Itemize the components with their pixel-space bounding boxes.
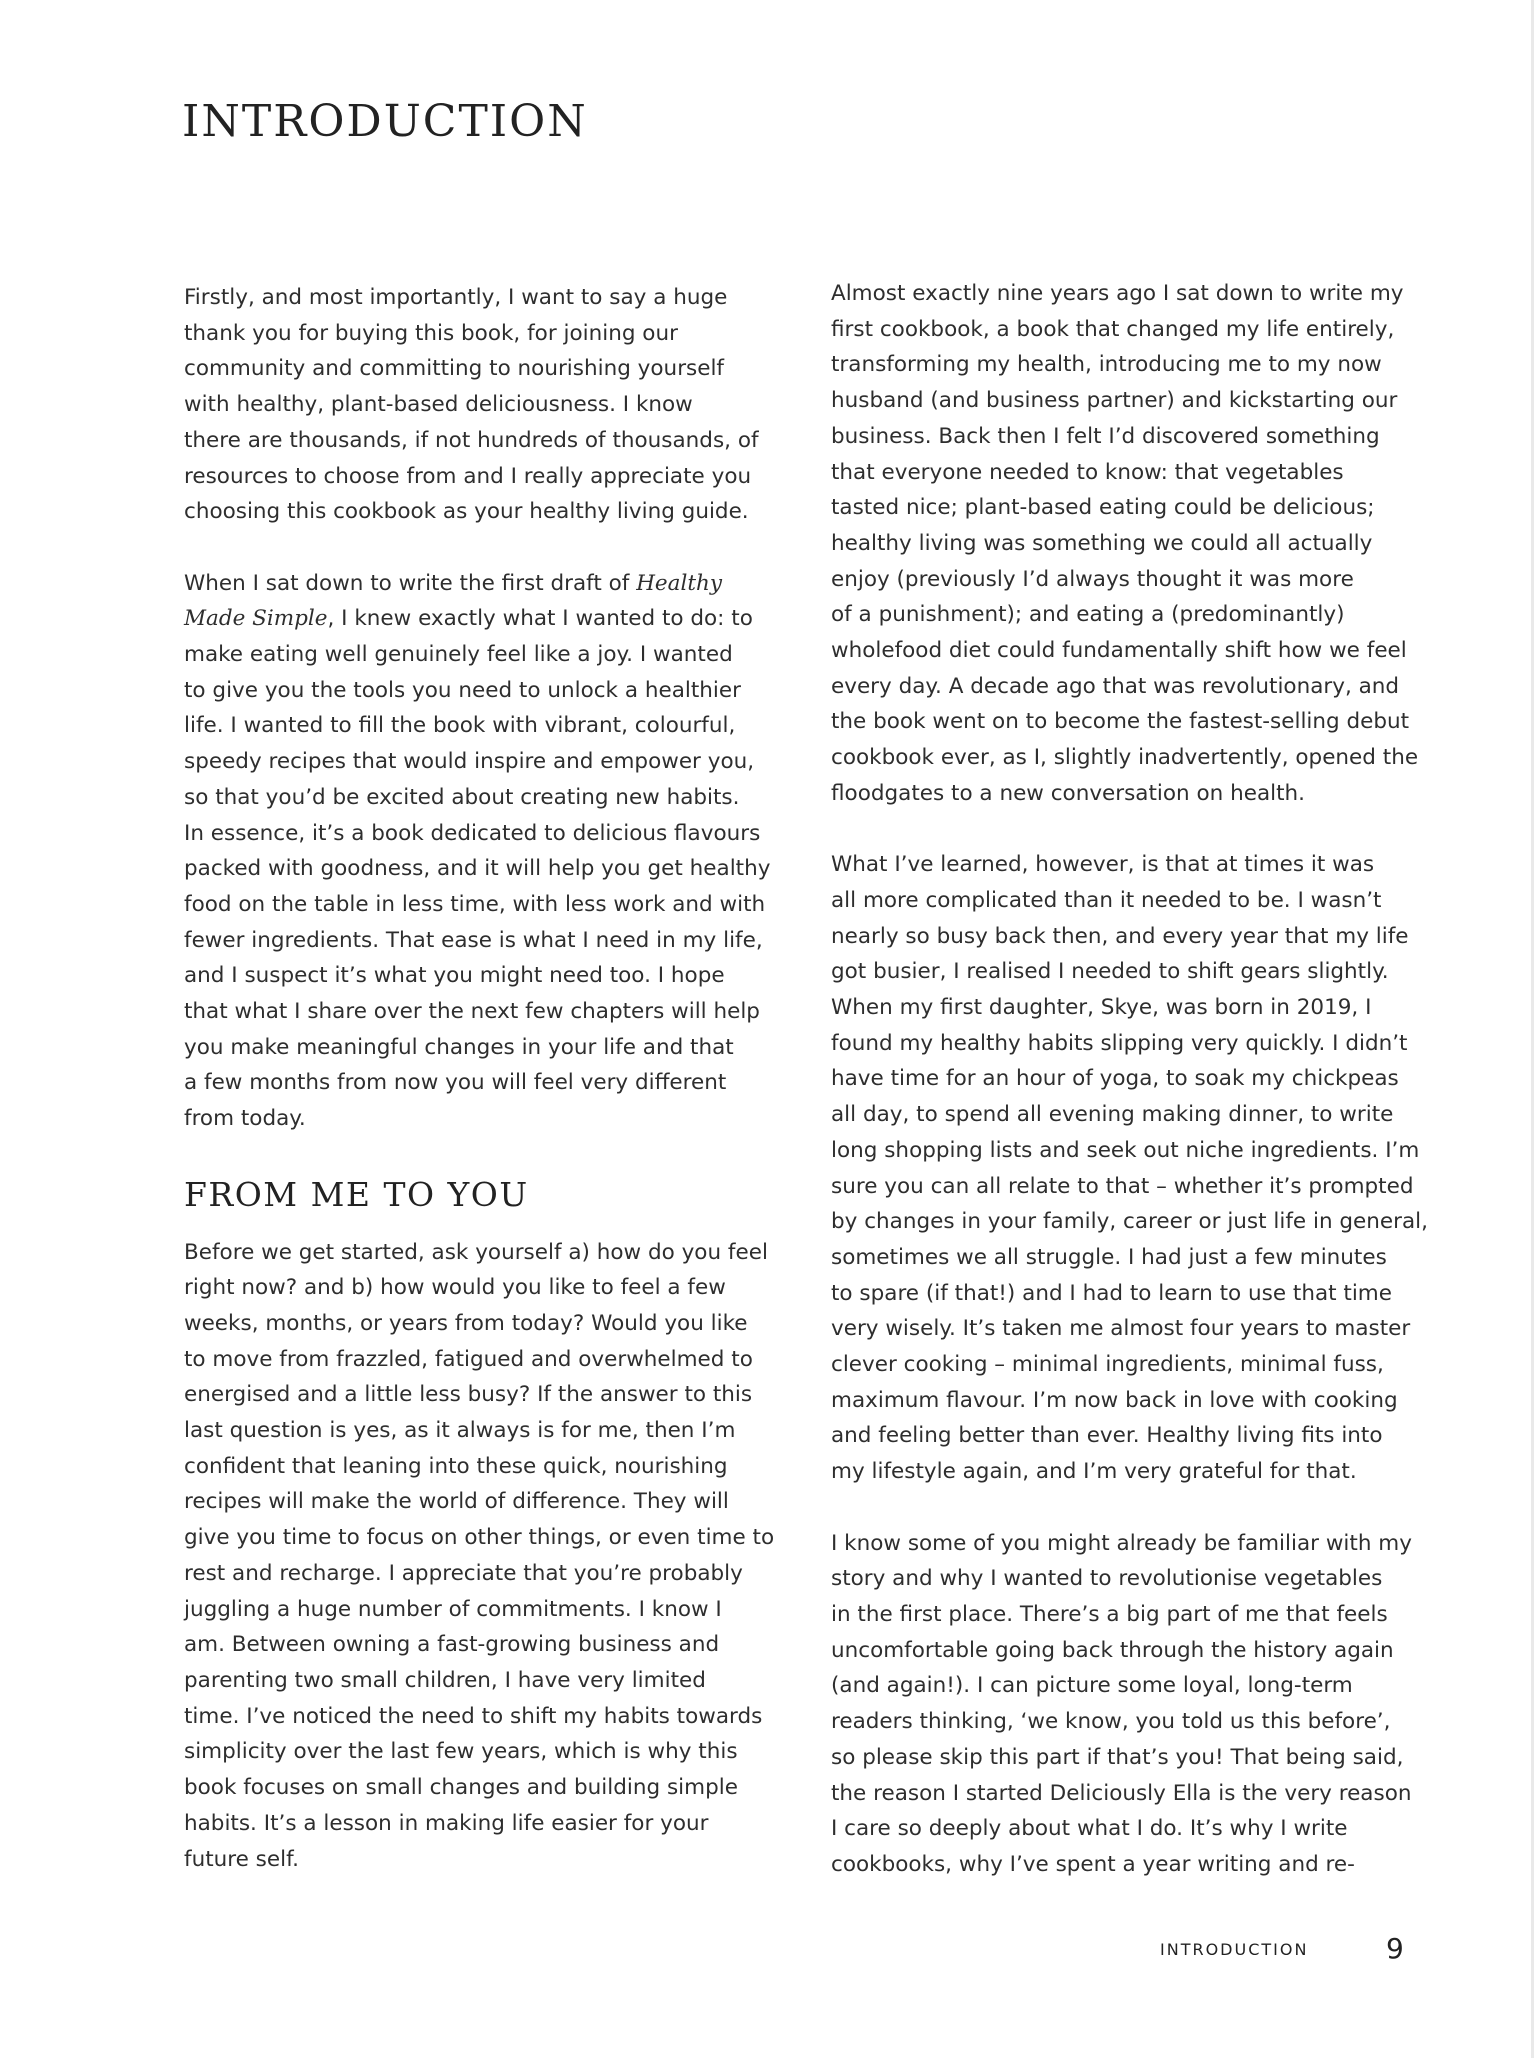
intro-paragraph-2 bbox=[184, 566, 771, 1137]
text-line: to move from frazzled, fatigued and overwhelmed to bbox=[184, 1346, 753, 1372]
text-line: food on the table in less time, with less work and with bbox=[184, 891, 766, 917]
text-line: to give you the tools you need to unlock a healthier bbox=[184, 677, 741, 703]
text-line: have time for an hour of yoga, to soak my chickpeas bbox=[831, 1066, 1399, 1092]
text-line: confident that leaning into these quick, nourishing bbox=[184, 1453, 728, 1479]
text-segment: , I knew exactly what I wanted to do: to bbox=[327, 606, 753, 632]
text-line: first cookbook, a book that changed my life entirely, bbox=[831, 316, 1395, 342]
text-line: story and why I wanted to revolutionise vegetables bbox=[831, 1566, 1383, 1592]
text-line: of a punishment); and eating a (predominantly) bbox=[831, 602, 1345, 628]
text-line: parenting two small children, I have very limited bbox=[184, 1667, 706, 1693]
text-segment: When I sat down to write the first draft of bbox=[184, 570, 637, 596]
book-title-italic: Healthy bbox=[636, 570, 722, 596]
text-line: that what I share over the next few chapters will help bbox=[184, 999, 760, 1025]
text-line: When my first daughter, Skye, was born in 2019, I bbox=[831, 995, 1372, 1021]
text-line bbox=[184, 601, 766, 637]
text-line: so please skip this part if that’s you! That being said, bbox=[831, 1744, 1404, 1770]
text-line: give you time to focus on other things, or even time to bbox=[184, 1525, 775, 1551]
text-line: future self. bbox=[184, 1846, 299, 1872]
text-line: choosing this cookbook as your healthy living guide. bbox=[184, 499, 749, 525]
text-line: cookbook ever, as I, slightly inadvertently, opened the bbox=[831, 745, 1419, 771]
text-line: clever cooking – minimal ingredients, minimal fuss, bbox=[831, 1352, 1384, 1378]
text-line: book focuses on small changes and building simple bbox=[184, 1775, 738, 1801]
text-line: floodgates to a new conversation on health. bbox=[831, 780, 1306, 806]
left-column bbox=[184, 280, 775, 1913]
history-paragraph bbox=[831, 276, 1419, 812]
story-paragraph bbox=[831, 1526, 1411, 1883]
paragraph-continuation bbox=[184, 637, 771, 1137]
text-line: business. Back then I felt I’d discovered something bbox=[831, 423, 1380, 449]
text-line: make eating well genuinely feel like a joy. I wanted bbox=[184, 642, 733, 668]
book-title-italic: Made Simple bbox=[184, 606, 328, 632]
text-line: wholefood diet could fundamentally shift how we feel bbox=[831, 638, 1407, 664]
text-line: I care so deeply about what I do. It’s why I write bbox=[831, 1816, 1348, 1842]
text-line: nearly so busy back then, and every year that my life bbox=[831, 923, 1409, 949]
text-line: from today. bbox=[184, 1106, 306, 1132]
text-line: Firstly, and most importantly, I want to say a huge bbox=[184, 285, 728, 310]
text-line: uncomfortable going back through the history again bbox=[831, 1637, 1394, 1663]
text-line: (and again!). I can picture some loyal, long-term bbox=[831, 1673, 1353, 1699]
text-line bbox=[184, 566, 766, 602]
text-line: weeks, months, or years from today? Would you like bbox=[184, 1310, 748, 1336]
text-line: a few months from now you will feel very different bbox=[184, 1070, 727, 1096]
text-line: readers thinking, ‘we know, you told us this before’, bbox=[831, 1709, 1391, 1735]
text-line: last question is yes, as it always is for me, then I’m bbox=[184, 1418, 736, 1444]
text-line: so that you’d be excited about creating new habits. bbox=[184, 784, 740, 810]
text-line: and I suspect it’s what you might need too. I hope bbox=[184, 963, 725, 989]
text-line: rest and recharge. I appreciate that you’re probably bbox=[184, 1560, 743, 1586]
text-line: tasted nice; plant-based eating could be delicious; bbox=[831, 495, 1375, 521]
text-line: that everyone needed to know: that vegetables bbox=[831, 459, 1344, 485]
text-line: cookbooks, why I’ve spent a year writing and re- bbox=[831, 1851, 1355, 1877]
text-line: and feeling better than ever. Healthy living fits into bbox=[831, 1423, 1383, 1449]
learned-paragraph bbox=[831, 847, 1428, 1490]
text-line: sometimes we all struggle. I had just a few minutes bbox=[831, 1244, 1387, 1270]
text-line: transforming my health, introducing me to my now bbox=[831, 352, 1382, 378]
text-line: habits. It’s a lesson in making life easier for your bbox=[184, 1810, 709, 1836]
text-line: juggling a huge number of commitments. I know I bbox=[184, 1596, 722, 1622]
text-line: Before we get started, ask yourself a) how do you feel bbox=[184, 1239, 768, 1265]
text-line: all more complicated than it needed to be. I wasn’t bbox=[831, 887, 1382, 913]
text-line: all day, to spend all evening making dinner, to write bbox=[831, 1102, 1394, 1128]
text-line: the reason I started Deliciously Ella is the very reason bbox=[831, 1780, 1412, 1806]
text-line: resources to choose from and I really appreciate you bbox=[184, 463, 752, 489]
text-line: fewer ingredients. That ease is what I need in my life, bbox=[184, 927, 763, 953]
text-line: long shopping lists and seek out niche ingredients. I’m bbox=[831, 1137, 1420, 1163]
text-line: simplicity over the last few years, which is why this bbox=[184, 1739, 738, 1765]
intro-paragraph-1 bbox=[184, 280, 766, 530]
text-line: in the first place. There’s a big part of me that feels bbox=[831, 1601, 1388, 1627]
text-line: husband (and business partner) and kickstarting our bbox=[831, 388, 1398, 414]
text-line: with healthy, plant-based deliciousness. I know bbox=[184, 392, 693, 418]
text-line: every day. A decade ago that was revolutionary, and bbox=[831, 673, 1400, 699]
text-line: maximum flavour. I’m now back in love with cooking bbox=[831, 1387, 1398, 1413]
text-line: energised and a little less busy? If the answer to this bbox=[184, 1382, 753, 1408]
from-me-paragraph bbox=[184, 1235, 775, 1878]
text-line: to spare (if that!) and I had to learn to use that time bbox=[831, 1280, 1392, 1306]
text-line: healthy living was something we could all actually bbox=[831, 530, 1373, 556]
text-line: I know some of you might already be familiar with my bbox=[831, 1530, 1412, 1556]
text-line: found my healthy habits slipping very quickly. I didn’t bbox=[831, 1030, 1408, 1056]
text-line: In essence, it’s a book dedicated to delicious flavours bbox=[184, 820, 761, 846]
text-line: thank you for buying this book, for joining our bbox=[184, 320, 678, 346]
text-line: right now? and b) how would you like to feel a few bbox=[184, 1275, 726, 1301]
text-line: by changes in your family, career or just life in general, bbox=[831, 1209, 1428, 1235]
text-line: enjoy (previously I’d always thought it was more bbox=[831, 566, 1354, 592]
text-line: community and committing to nourishing yourself bbox=[184, 356, 724, 382]
right-column bbox=[831, 276, 1428, 1918]
text-line: Almost exactly nine years ago I sat down to write my bbox=[831, 281, 1404, 306]
text-line: very wisely. It’s taken me almost four years to master bbox=[831, 1316, 1411, 1342]
text-line: sure you can all relate to that – whether it’s prompted bbox=[831, 1173, 1414, 1199]
page-number: 9 bbox=[1386, 1932, 1404, 1965]
text-line: am. Between owning a fast-growing business and bbox=[184, 1632, 720, 1658]
text-line: there are thousands, if not hundreds of thousands, of bbox=[184, 427, 759, 453]
text-line: time. I’ve noticed the need to shift my habits towards bbox=[184, 1703, 763, 1729]
text-line: my lifestyle again, and I’m very grateful for that. bbox=[831, 1459, 1357, 1485]
text-line: packed with goodness, and it will help you get healthy bbox=[184, 856, 771, 882]
text-line: the book went on to become the fastest-selling debut bbox=[831, 709, 1410, 735]
chapter-title: INTRODUCTION bbox=[182, 96, 588, 147]
text-line: What I’ve learned, however, is that at times it was bbox=[831, 852, 1375, 878]
text-line: life. I wanted to fill the book with vibrant, colourful, bbox=[184, 713, 736, 739]
section-subheading: FROM ME TO YOU bbox=[184, 1174, 529, 1214]
running-footer-section: INTRODUCTION bbox=[1160, 1940, 1309, 1959]
text-line: speedy recipes that would inspire and empower you, bbox=[184, 749, 755, 775]
text-line: you make meaningful changes in your life and that bbox=[184, 1034, 734, 1060]
text-line: recipes will make the world of difference. They will bbox=[184, 1489, 729, 1515]
text-line: got busier, I realised I needed to shift gears slightly. bbox=[831, 959, 1389, 985]
